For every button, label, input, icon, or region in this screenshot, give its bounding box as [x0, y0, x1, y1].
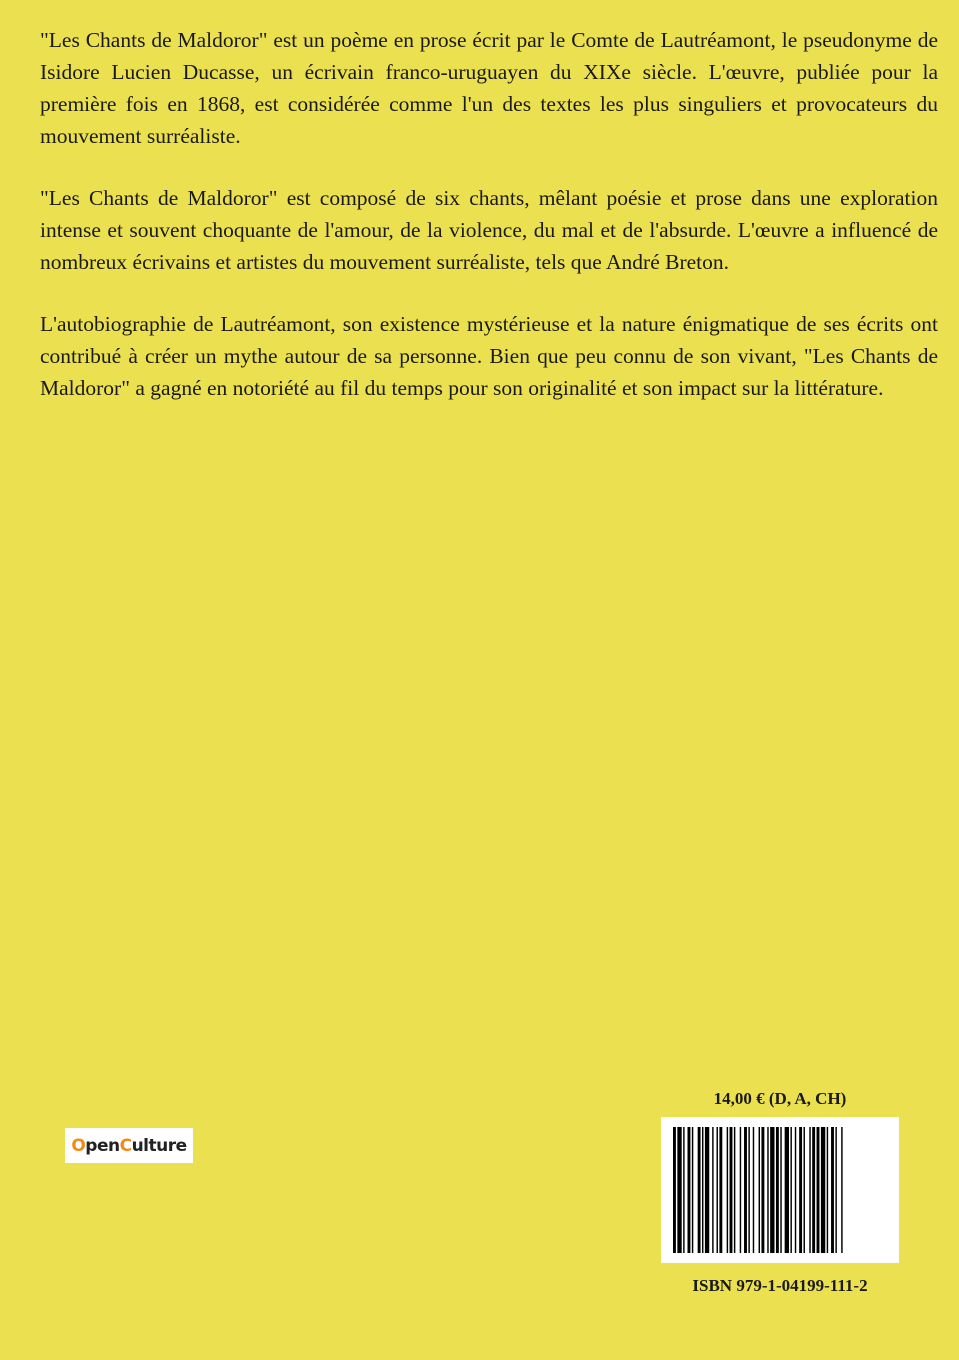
description-paragraph-2: "Les Chants de Maldoror" est composé de six chants, mêlant poésie et prose dans une exploration intense et souvent choquante de l'amour, de la violence, du mal et de l'absurde. L'œuvre a influencé de nombreux écrivains et artistes du mouvement surréaliste, tels que André Breton. — [40, 186, 938, 274]
price-label: 14,00 € (D, A, CH) — [713, 1089, 847, 1108]
logo-letter-o: O — [71, 1135, 86, 1156]
logo-letter-c: C — [119, 1135, 132, 1156]
description-paragraph-1: "Les Chants de Maldoror" est un poème en prose écrit par le Comte de Lautréamont, le pseudonyme de Isidore Lucien Ducasse, un écrivain franco-uruguayen du XIXe siècle. L'œuvre, publiée pour la première fois en 1868, est considérée comme l'un des textes les plus singuliers et provocateurs du mouvement surréaliste. — [40, 28, 938, 148]
description-paragraph-3: L'autobiographie de Lautréamont, son existence mystérieuse et la nature énigmatique de ses écrits ont contribué à créer un mythe autour de sa personne. Bien que peu connu de son vivant, "Les Chants de Maldoror" a gagné en notoriété au fil du temps pour son originalité et son impact sur la littérature. — [40, 312, 938, 400]
back-cover-description — [40, 24, 938, 434]
barcode — [661, 1117, 899, 1263]
barcode-bars — [673, 1127, 887, 1253]
isbn-label: ISBN 979-1-04199-111-2 — [692, 1276, 868, 1295]
openculture-logo — [65, 1128, 193, 1163]
logo-text-pen: pen — [85, 1135, 120, 1156]
logo-text-ulture: ulture — [131, 1135, 187, 1156]
